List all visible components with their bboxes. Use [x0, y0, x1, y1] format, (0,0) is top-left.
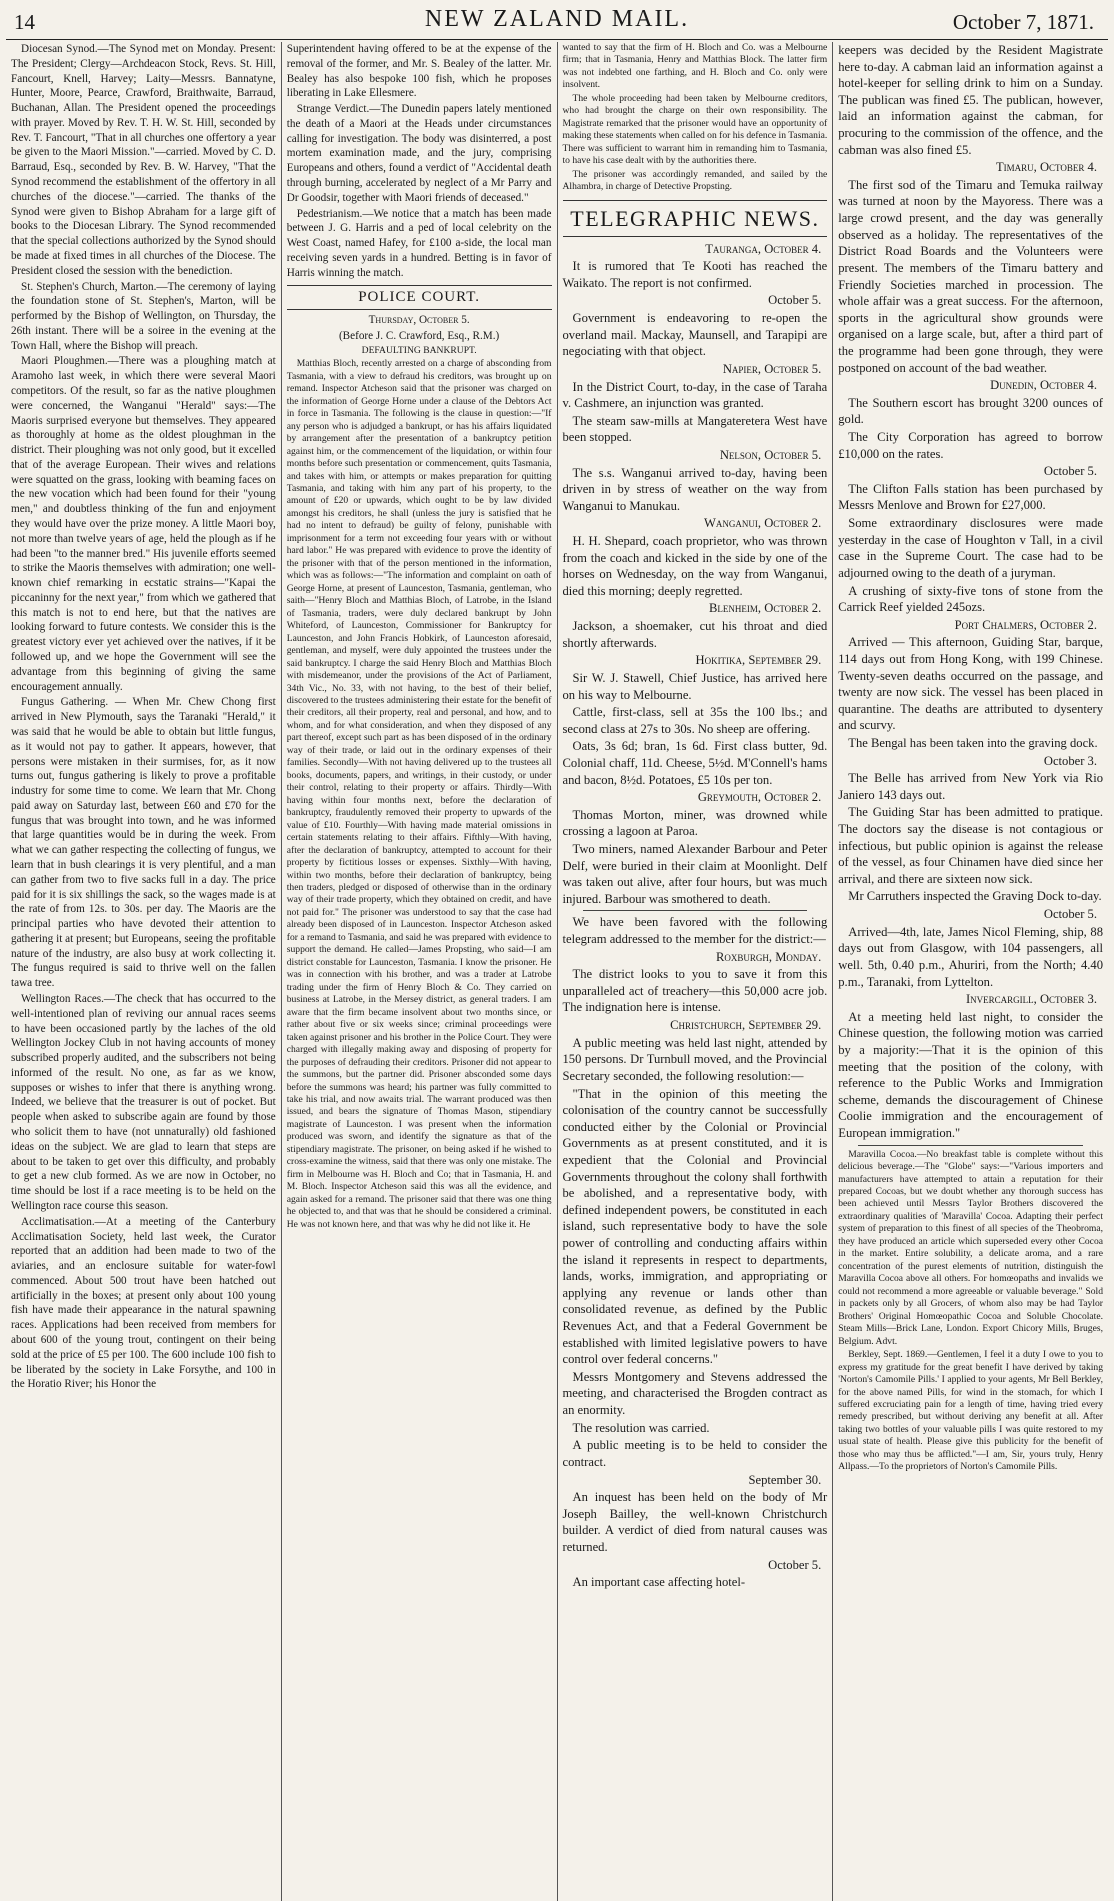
telegram-item: Government is endeavoring to re-open the overland mail. Mackay, Maunsell, and Tarapipi are negociating with that object.: [562, 311, 828, 359]
police-court-date: Thursday, October 5.: [368, 314, 470, 327]
dateline: Wanganui, October 2.: [704, 516, 822, 531]
dateline: October 5.: [768, 293, 822, 308]
dateline: October 5.: [1043, 464, 1097, 479]
dateline: Blenheim, October 2.: [709, 601, 822, 616]
dateline: Invercargill, October 3.: [965, 992, 1097, 1007]
police-court-remarks: The whole proceeding had been taken by Melbourne creditors, who had brought the charge on their own responsibility. The Magistrate remarked that the prisoner would have an opportunity of making these statements when called on for his defence in Tasmania. There was sufficient to warrant him in remanding him to Tasmania, to have his case dealt with by the authorities there.: [562, 92, 828, 167]
telegram-item: Mr Carruthers inspected the Graving Dock to-day.: [848, 889, 1102, 904]
camomile-pills-advert: Berkley, Sept. 1869.—Gentlemen, I feel it a duty I owe to you to express my gratitude for the great benefit I have derived by taking 'Norton's Camomile Pills.' I applied to your agents, Mr Bell Berkley, for the above named Pills, for wind in the stomach, for which I suffered excruciating pain for a length of time, having tried every remedy prescribed, but without deriving any benefit at all. After taking two bottles of your valuable pills I was quite restored to my usual state of health. Please give this publicity for the benefit of those who may thus be afflicted."—I am, Sir, yours truly, Henry Allpass.—To the proprietors of Norton's Camomile Pills.: [838, 1349, 1103, 1473]
divider: [858, 1145, 1083, 1146]
telegram-item: Messrs Montgomery and Stevens addressed the meeting, and characterised the Brogden contract as an enormity.: [562, 1369, 828, 1418]
dateline: Napier, October 5.: [722, 361, 822, 376]
fungus-gathering-article: Fungus Gathering. — When Mr. Chew Chong first arrived in New Plymouth, says the Taranaki "Herald," it was said that he would be able to obtain but little fungus, as it would not pay to gather. It appears, however, that persons were mistaken in their surmises, for, as it now turns out, fungus gathering is likely to prove a profitable industry for some time to come. We learn that Mr. Chong paid away on Saturday last, between £60 and £70 for the fungus that was brought into town, and he was informed that large quantities would be in during the week. From what we can gather respecting the collecting of fungus, we learn that in bush clearings it is very plentiful, and a man can gather from two to five sacks full in a day. The price paid for it is six shillings the sack, so the wages made is at the rate of from 12s. to 30s. per day. The Maoris are the principal parties who have devoted their attention to gathering it at present; but Europeans, seeing the profitable nature of the industry, are also busy at work collecting it. The fungus required is said to thrive well on the fallen tawa tree.: [11, 696, 276, 990]
telegram-item: Cattle, first-class, sell at 35s the 100 lbs.; and second class at 27s to 30s. No sheep are offering.: [562, 705, 828, 736]
telegram-item: It is rumored that Te Kooti has reached the Waikato. The report is not confirmed.: [562, 259, 828, 290]
page-number: 14: [14, 10, 35, 34]
telegram-item: Thomas Morton, miner, was drowned while crossing a lagoon at Paroa.: [562, 807, 828, 839]
telegram-item: The steam saw-mills at Mangateretera West have been stopped.: [562, 413, 828, 445]
telegraphic-news-heading: TELEGRAPHIC NEWS.: [563, 200, 828, 237]
telegram-item: A public meeting was held last night, attended by 150 persons. Dr Turnbull moved, and the Provincial Secretary seconded, the following resolution:—: [562, 1035, 828, 1083]
masthead: [6, 4, 1108, 40]
dateline: October 3.: [1043, 753, 1097, 768]
newspaper-title: NEW ZALAND MAIL.: [424, 6, 690, 32]
dateline: Greymouth, October 2.: [697, 790, 822, 805]
columns: [6, 42, 1108, 1901]
telegram-item: The Belle has arrived from New York via Rio Janiero 143 days out.: [838, 771, 1103, 802]
column-1: [6, 42, 282, 1901]
telegram-item: An inquest has been held on the body of Mr Joseph Bailley, the well-known Christchurch builder. A verdict of died from natural causes was returned.: [562, 1490, 828, 1554]
telegram-item: At a meeting held last night, to consider the Chinese question, the following motion was carried by a majority:—That it is the opinion of this meeting that the position of the colony, with reference to the Public Works and Immigration scheme, demands the discouragement of Chinese Coolie immigration and the encouragement of European immigration.": [838, 1009, 1103, 1140]
diocesan-synod-article: Diocesan Synod.—The Synod met on Monday. Present: The President; Clergy—Archdeacon Stock, Revs. St. Hill, Fancourt, Knell, Harvey; Laity—Messrs. Bannatyne, Hunter, Moore, Pearce, Crawford, Braithwaite, Barraud, Buchanan, Allan. The President opened the proceedings with prayer. Moved by Rev. T. H. W. St. Hill, seconded by Rev. T. Fancourt, "That in all churches one offertory a year be given to the Maori Mission."—carried. Moved by C. D. Barraud, Esq., seconded by Rev. B. W. Harvey, "That the Synod recommend the establishment of the offertory in all churches of the diocese."—carried. The thanks of the Synod were given to Bishop Abraham for a large gift of books to the Diocesan Library. The Synod recommended that the special collections authorized by the Synod should be made at fixed times in all churches of the Diocese. The President closed the session with the benediction.: [11, 43, 276, 277]
issue-date: October 7, 1871.: [952, 10, 1094, 34]
telegram-item: The s.s. Wanganui arrived to-day, having been driven in by stress of weather on the way from Wanganui to Manukau.: [562, 465, 828, 513]
acclimatisation-continued: Superintendent having offered to be at the expense of the removal of the former, and Mr. S. Bealey of the latter. Mr. Bealey has also bespoke 100 fish, which he proposes liberating in Lake Ellesmere.: [286, 43, 552, 100]
police-court-heading: POLICE COURT.: [287, 285, 552, 311]
dateline: Dunedin, October 4.: [990, 378, 1097, 393]
telegram-item: Sir W. J. Stawell, Chief Justice, has arrived here on his way to Melbourne.: [562, 670, 828, 702]
telegram-item: A public meeting is to be held to consider the contract.: [562, 1438, 828, 1469]
column-3: [558, 42, 834, 1901]
telegram-item: Some extraordinary disclosures were made yesterday in the case of Houghton v Tall, in a civil case in the Supreme Court. The case had to be adjourned owing to the death of a juryman.: [838, 516, 1103, 580]
telegram-item: An important case affecting hotel-: [572, 1575, 746, 1590]
telegram-item: A crushing of sixty-five tons of stone from the Carrick Reef yielded 245ozs.: [838, 583, 1103, 615]
telegram-item: "That in the opinion of this meeting the colonisation of the country cannot be successfully conducted either by the Colonial or Provincial Governments as at present constituted, and it is expedient that the Colonial and Provincial Governments throughout the colony shall forthwith be abolished, and a representative body, with defined independent powers, be constituted in each island, such representative body to have the sole power of controlling and conducting affairs within the island it represents in respect to departments, lands, works, immigration, and appropriating or applying any revenue or lands other than consolidated revenue, as defined by the Public Revenues Act, and that a Federal Government be established with limited legislative powers to have control over federal concerns.": [562, 1086, 828, 1367]
telegram-item: The Bengal has been taken into the graving dock.: [848, 735, 1098, 750]
police-court-continued: wanted to say that the firm of H. Bloch and Co. was a Melbourne firm; that in Tasmania, Henry and Matthias Block. The latter firm was not indebted one farthing, and H. Bloch and Co. only were insolvent.: [562, 42, 828, 91]
telegram-item: Two miners, named Alexander Barbour and Peter Delf, were buried in their claim at Moonlight. Delf was taken out alive, after four hours, but was much injured. Barbour was smothered to death.: [562, 841, 828, 906]
telegram-item: Oats, 3s 6d; bran, 1s 6d. First class butter, 9d. Colonial chaff, 11d. Cheese, 5½d. M'Connell's hams and bacon, 8½d. Potatoes, £5 10s per ton.: [562, 739, 828, 787]
police-court-outcome: The prisoner was accordingly remanded, and sailed by the Alhambra, in charge of Detective Propsting.: [562, 168, 828, 193]
police-court-magistrate: (Before J. C. Crawford, Esq., R.M.): [338, 330, 500, 343]
dateline: Tauranga, October 4.: [705, 241, 822, 256]
dateline: Roxburgh, Monday.: [716, 949, 822, 964]
dateline: Hokitika, September 29.: [695, 653, 822, 668]
police-court-subhead: DEFAULTING BANKRUPT.: [361, 344, 477, 356]
telegram-item: H. H. Shepard, coach proprietor, who was thrown from the coach and kicked in the side by one of the horses on Wednesday, on the way from Wanganui, died this morning; deeply regretted.: [562, 534, 828, 598]
strange-verdict-article: Strange Verdict.—The Dunedin papers lately mentioned the death of a Maori at the Heads under circumstances calling for investigation. The body was disinterred, a post mortem examination made, and the jury, comprising Europeans and others, found a verdict of "Accidental death through burning, accelerated by neglect of a Mr Parry and Dr Goodsir, together with Maori friends of deceased.": [286, 103, 552, 204]
wellington-races-article: Wellington Races.—The check that has occurred to the well-intentioned plan of reviving our annual races seems to have been occasioned partly by the laches of the old Wellington Jockey Club in not having accounts of money subscribed properly audited, and the subscribers not being informed of the result. No one, as far as we know, supposes or wishes to infer that there is anything wrong. Indeed, we believe that the treasurer is out of pocket. But people when asked to subscribe again are found by those who solicit them to have (not unnaturally) old fashioned ideas on the subject. We are glad to learn that steps are about to be taken to get over this difficulty, and probably to get a new club formed. As we are now in October, no time should be lost if a race meeting is to be held on the Wellington race course this season.: [11, 993, 276, 1212]
dateline: Timaru, October 4.: [995, 160, 1097, 175]
dateline: October 5.: [1043, 907, 1097, 922]
telegram-item: Jackson, a shoemaker, cut his throat and died shortly afterwards.: [562, 619, 828, 650]
acclimatisation-article: Acclimatisation.—At a meeting of the Canterbury Acclimatisation Society, held last week, the Curator reported that an addition had been made to two of the aviaries, and an enclosure suitable for water-fowl commenced. About 500 trout have been hatched out artificially in the boxes; at present only about 100 young fish have made their appearance in the natural spawning races. Applications had been received from members for about 600 of the young trout, contingent on their being sold at the price of £5 per 100. The 600 include 100 fish to be liberated by the society in Lake Forsythe, and 100 in the Horatio River; his Honor the: [11, 1215, 276, 1391]
telegraphic-news-body: [563, 241, 828, 1591]
divider: [583, 910, 808, 911]
telegram-item: In the District Court, to-day, in the case of Taraha v. Cashmere, an injunction was granted.: [562, 379, 828, 411]
dateline: Christchurch, September 29.: [670, 1018, 822, 1033]
telegram-item: Arrived—4th, late, James Nicol Fleming, ship, 88 days out from Glasgow, with 104 passengers, all well. 5th, 0.40 p.m., Ahuriri, from the North; 4.40 p.m., Taranaki, from Lyttelton.: [838, 924, 1103, 989]
pedestrianism-article: Pedestrianism.—We notice that a match has been made between J. G. Harris and a ped of local celebrity on the West Coast, named Hafey, for £100 a-side, the local man receiving seven yards in a hundred. Betting is in favor of Harris winning the match.: [286, 207, 552, 279]
telegram-item: The resolution was carried.: [572, 1420, 710, 1435]
dateline: Nelson, October 5.: [719, 447, 822, 462]
telegram-item: The Clifton Falls station has been purchased by Messrs Menlove and Brown for £27,000.: [838, 481, 1103, 513]
st-stephens-article: St. Stephen's Church, Marton.—The ceremony of laying the foundation stone of St. Stephen's, Marton, will be performed by the Bishop of Wellington, on Thursday, the 26th instant. There will be a soiree in the evening at the Town Hall, where the Bishop will preach.: [11, 280, 276, 352]
telegram-item: We have been favored with the following telegram addressed to the member for the district:—: [562, 915, 828, 947]
telegram-item: The Guiding Star has been admitted to pratique. The doctors say the disease is not contagious or infectious, but public opinion is against the release of the vessel, as four Chinamen have died since her arrival, and there are sixteen now sick.: [838, 805, 1103, 886]
dateline: October 5.: [768, 1557, 822, 1572]
telegram-item: The Southern escort has brought 3200 ounces of gold.: [838, 395, 1103, 427]
telegram-item: The district looks to you to save it from this unparalleled act of treachery—this 50,000 acre job. The indignation here is intense.: [562, 967, 828, 1015]
telegram-item: The first sod of the Timaru and Temuka railway was turned at noon by the Mayoress. There was a large crowd present, and the day was generally observed as a holiday. The representatives of the District Road Boards and the Volunteers were present. The members of the Timaru battery and Friendly Societies marched in procession. The whole affair was a great success. For the afternoon, sports in the agricultural show grounds were organised on a large scale, but, after a third part of the programme had been gone through, they were postponed on account of the bad weather.: [838, 177, 1103, 375]
telegram-item: The City Corporation has agreed to borrow £10,000 on the rates.: [838, 430, 1103, 461]
maravilla-cocoa-advert: Maravilla Cocoa.—No breakfast table is complete without this delicious beverage.—The "Globe" says:—"Various importers and manufacturers have attempted to attain a reputation for their prepared Cocoas, but we doubt whether any thorough success has been achieved until Messrs Taylor Brothers discovered the extraordinary qualities of 'Maravilla' Cocoa. Adapting their perfect system of preparation to this finest of all species of the Theobroma, they have produced an article which superseded every other Cocoa in the market. Entire solubility, a delicate aroma, and a rare concentration of the purest elements of nutrition, distinguish the Maravilla Cocoa above all others. For homœopaths and invalids we could not recommend a more agreeable or valuable beverage." Sold in packets only by all Grocers, of whom also may be had Taylor Brothers' Original Homœopathic Cocoa and Soluble Chocolate. Steam Mills—Brick Lane, London. Export Chicory Mills, Bruges, Belgium. Advt.: [838, 1148, 1103, 1347]
dateline: Port Chalmers, October 2.: [954, 617, 1097, 632]
police-court-report: Matthias Bloch, recently arrested on a charge of absconding from Tasmania, with a view to defraud his creditors, was brought up on remand. Inspector Atcheson said that the prisoner was charged on the information of George Horne under a clause of the Debtors Act in force in Tasmania. The following is the clause in question:—"If any person who is adjudged a bankrupt, or has his affairs liquidated by arrangement after the presentation of a bankruptcy petition against him, or the commencement of the liquidation, or within four months before such presentation or commencement, quits Tasmania, and takes with him, or attempts or makes preparation for quitting Tasmania, and taking with him any part of his property, to the amount of £20 or upwards, which ought to be by law divided amongst his creditors, he shall (unless the jury is satisfied that he had no intent to defraud) be guilty of felony, punishable with imprisonment for a term not exceeding four years with or without hard labor." He was prepared with evidence to prove the identity of the prisoner with that of the person mentioned in the information, which was as follows:—"The information and complaint on oath of George Horne, at present of Launceston, Tasmania, gentleman, who saith—"Henry Bloch and Matthias Bloch, of Latrobe, in the Island of Tasmania, traders, were duly declared bankrupt by John Whiteford, of Launceston, Commissioner for Bankruptcy for Launceston, and John Francis Hobkirk, of Launceston aforesaid, gentleman, and myself, were duly appointed the trustees under the said bankruptcy. I charge the said Henry Bloch and Matthias Bloch with misdemeanor, under the provisions of the Act of Parliament, 34th Vic., No. 33, with not having, to the best of their belief, discovered to the trustees administering their estate for the benefit of their creditors, all their property, real and personal, and how, and to whom, and for what consideration, and when they disposed of any part thereof, except such part as has been disposed of in the ordinary way of their trade, or laid out in the ordinary expenses of their families. Secondly—With not having delivered up to the trustees all books, documents, papers, and writings, in their custody, or under their control, relating to their property or affairs. Thirdly—With having within four months next, before the declaration of bankruptcy, fraudulently removed their property to upwards of the value of £10. Fourthly—With having made material omissions in certain statements relating to their affairs. Fifthly—With having, after the declaration of bankruptcy, attempted to account for their property by fictitious losses or expenses. Sixthly—With having, within two months, before their declaration of bankruptcy, being then traders, pledged or disposed of otherwise than in the ordinary way of their trade property, which they obtained on credit, and have not paid for." The prisoner was understood to say that the case had already been disposed of in Launceston. Inspector Atcheson asked for a remand to Tasmania, and said he was prepared with evidence to support the demand. He called—James Propsting, who said—I am district constable for Launceston, Tasmania. I know the prisoner. He was in connection with his brother, and was a trader at Latrobe trading under the firm of Henry Bloch & Co. They carried on business at Latrobe, in the Mersey district, as general traders. I am aware that the firm became insolvent about two months since, or rather about five or six weeks since; criminal proceedings were taken against prisoner and his brother in the Police Court. They were charged with illegally making away and disposing of property for the purposes of defrauding their creditors. Prisoner did not appear to the summons, but the partner did. Prisoner absconded some days before the summons was heard; his partner was fully committed to take his trial, and now awaits trial. The warrant produced was then issued, and bears the signature of Thomas Mason, stipendiary magistrate of Launceston. I was present when the information produced was sworn, and identify the signature as that of the stipendiary magistrate. The prisoner, on being asked if he wished to cross-examine the witness, said that there was only one mistake. The firm in Melbourne was H. Bloch and Co; that in Tasmania, H. and M. Bloch. Inspector Atcheson said this was all the evidence, and again asked for a remand. The prisoner said that there was one thing he objected to, and that was that he should be considered a criminal. He was not known here, and that was why he did not like it. He: [286, 358, 552, 1230]
telegram-item: Arrived — This afternoon, Guiding Star, barque, 114 days out from Hong Kong, with 199 Chinese. Twenty-seven deaths occurred on the passage, and twenty are now sick. The vessel has been placed in quarantine. The deaths are attributed to dysentery and scurvy.: [838, 635, 1103, 733]
maori-ploughmen-article: Maori Ploughmen.—There was a ploughing match at Aramoho last week, in which there were several Maori competitors. Of the result, so far as the native ploughmen were concerned, the Wanganui "Herald" says:—The Maoris surprised everyone but themselves. They appeared as thoroughly at home as the oldest ploughman in the district. Their ploughing was not only good, but it excelled that of the average European. Their wives and relations were squatted on the grass, looking with beaming faces on the new vocation which had been found for their "young men," and doubtless thinking of the fun and enjoyment they would have over the prize money. A little Maori boy, not more than twelve years of age, held the plough as if he had been "to the manner bred." His juvenile efforts seemed to strike the Maoris themselves with admiration; one well-known chief remarking in ecstatic strains—"Kapai the piccaninny for the next year," from which we gathered that this match is not to end here, but that the natives are looking forward to future contests. We consider this is the greatest victory ever yet achieved over the natives, if it be followed up, and we hope the Government will see the advantage from this beginning of giving the same encouragement annually.: [11, 355, 276, 693]
dateline: September 30.: [748, 1472, 822, 1487]
column-4: [833, 42, 1108, 1901]
telegram-continued: keepers was decided by the Resident Magistrate here to-day. A cabman laid an information against a hotel-keeper for selling drink to him on a Sunday. The publican was fined £5. The publican, however, laid an information against the cabman, for procuring to the commission of the offence, and the cabman was also fined £5.: [838, 43, 1103, 157]
column-2: [282, 42, 558, 1901]
